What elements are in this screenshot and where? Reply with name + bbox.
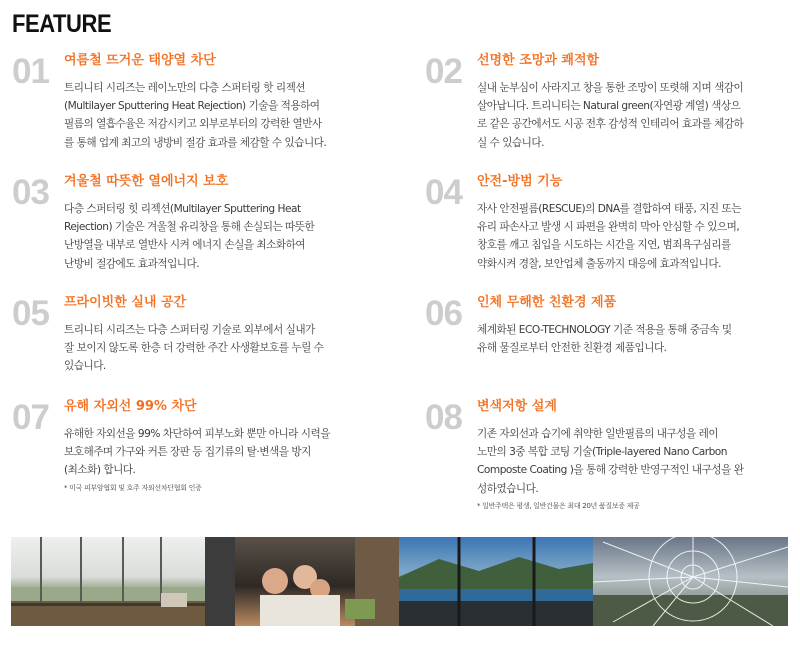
description-line: 유리 파손사고 발생 시 파편을 완벽히 막아 안심할 수 있으며, [477,221,740,234]
description-line: 보호해주며 가구와 커튼 장판 등 집기류의 탈·변색을 방지 [64,446,311,459]
certification-note: * 미국 피부암협회 및 호주 자외선차단협회 인증 [64,483,202,492]
feature-title: 안전-방범 기능 [477,174,563,189]
feature-description [64,425,384,480]
description-line: 를 통해 업계 최고의 냉방비 절감 효과를 체감할 수 있습니다. [64,136,327,149]
family-at-window-illustration [205,537,399,626]
feature-title: 선명한 조망과 쾌적함 [477,53,600,68]
description-line: 자사 안전필름(RESCUE)의 DNA를 결합하여 태풍, 지진 또는 [477,203,741,215]
feature-description [477,79,797,152]
description-line: Composte Coating )을 통해 강력한 반영구적인 내구성을 완 [477,464,744,477]
feature-number: 03 [12,173,49,212]
feature-number: 07 [12,398,49,437]
description-line: 필름의 열흡수율은 저감시키고 외부로부터의 강력한 열반사 [64,118,322,131]
shattered-glass-illustration [593,537,788,626]
description-line: 트리니티 시리즈는 레이노만의 다층 스퍼터링 핫 리젝션 [64,82,306,94]
description-line: 유해 물질로부터 안전한 친환경 제품입니다. [477,342,667,355]
feature-title: 겨울철 따뜻한 열에너지 보호 [64,174,229,189]
ocean-view-room-illustration [399,537,593,626]
description-line: 창호를 깨고 침입을 시도하는 시간을 지연, 범죄욕구심리를 [477,239,731,252]
description-line: 노만의 3중 복합 코팅 기술(Triple-layered Nano Carbon [477,446,727,459]
photo-shattered-glass [593,537,788,626]
description-line: 유해한 자외선을 99% 차단하여 피부노화 뿐만 아니라 시력을 [64,428,330,440]
feature-content [64,294,384,376]
feature-content [477,173,797,273]
feature-content [64,52,384,152]
description-line: (최소화) 합니다. [64,464,136,477]
feature-content [477,398,797,511]
feature-number: 02 [425,52,462,91]
page-heading: FEATURE [12,10,112,38]
description-line: 난방열을 내부로 열반사 시켜 에너지 손실을 최소화하여 [64,239,306,252]
description-line: 약화시켜 경찰, 보안업체 출동까지 대응에 효과적입니다. [477,257,721,270]
description-line: 있습니다. [64,360,106,373]
feature-title: 변색저항 설계 [477,399,557,414]
feature-description [477,425,797,498]
description-line: 다층 스퍼터링 힛 리젝션(Multilayer Sputtering Heat [64,203,301,215]
feature-description [477,321,797,357]
feature-content [64,398,384,493]
feature-number: 01 [12,52,49,91]
photo-ocean-view-room [399,537,593,626]
photo-lakeside-living-room [11,537,205,626]
feature-description [64,321,384,376]
photo-strip [11,537,788,626]
description-line: 로 같은 공간에서도 시공 전후 감성적 인테리어 효과를 체감하 [477,118,744,131]
description-line: 실 수 있습니다. [477,136,545,149]
feature-description [64,200,384,273]
feature-title: 프라이빗한 실내 공간 [64,295,187,310]
feature-title: 여름철 뜨거운 태양열 차단 [64,53,216,68]
lakeside-living-room-illustration [11,537,205,626]
feature-description [477,200,797,273]
feature-number: 04 [425,173,462,212]
feature-content [64,173,384,273]
feature-content [477,294,797,357]
description-line: 실내 눈부심이 사라지고 창을 통한 조망이 또렷해 지며 색감이 [477,82,744,94]
description-line: (Multilayer Sputtering Heat Rejection) 기술을 적용하여 [64,100,320,113]
feature-title: 인체 무해한 친환경 제품 [477,295,617,310]
description-line: 잘 보이지 않도록 한층 더 강력한 주간 사생활보호를 누릴 수 [64,342,324,355]
description-line: 트리니티 시리즈는 다층 스퍼터링 기술로 외부에서 실내가 [64,324,315,336]
feature-number: 05 [12,294,49,333]
feature-description [64,79,384,152]
warranty-note: * 일반주택은 평생, 일반건물은 최대 20년 품질보증 제공 [477,501,640,510]
description-line: 성하였습니다. [477,482,539,495]
description-line: 체계화된 ECO-TECHNOLOGY 기준 적용을 통해 중금속 및 [477,324,732,336]
feature-number: 06 [425,294,462,333]
feature-title: 유해 자외선 99% 차단 [64,399,197,414]
description-line: 살아납니다. 트리니티는 Natural green(자연광 계열) 색상으 [477,100,741,113]
description-line: 난방비 절감에도 효과적입니다. [64,257,200,270]
description-line: 기존 자외선과 습기에 취약한 일반필름의 내구성을 레이 [477,428,719,440]
description-line: Rejection) 기술은 겨울철 유리창을 통해 손실되는 따뜻한 [64,221,315,234]
feature-number: 08 [425,398,462,437]
feature-content [477,52,797,152]
photo-family-at-window [205,537,399,626]
